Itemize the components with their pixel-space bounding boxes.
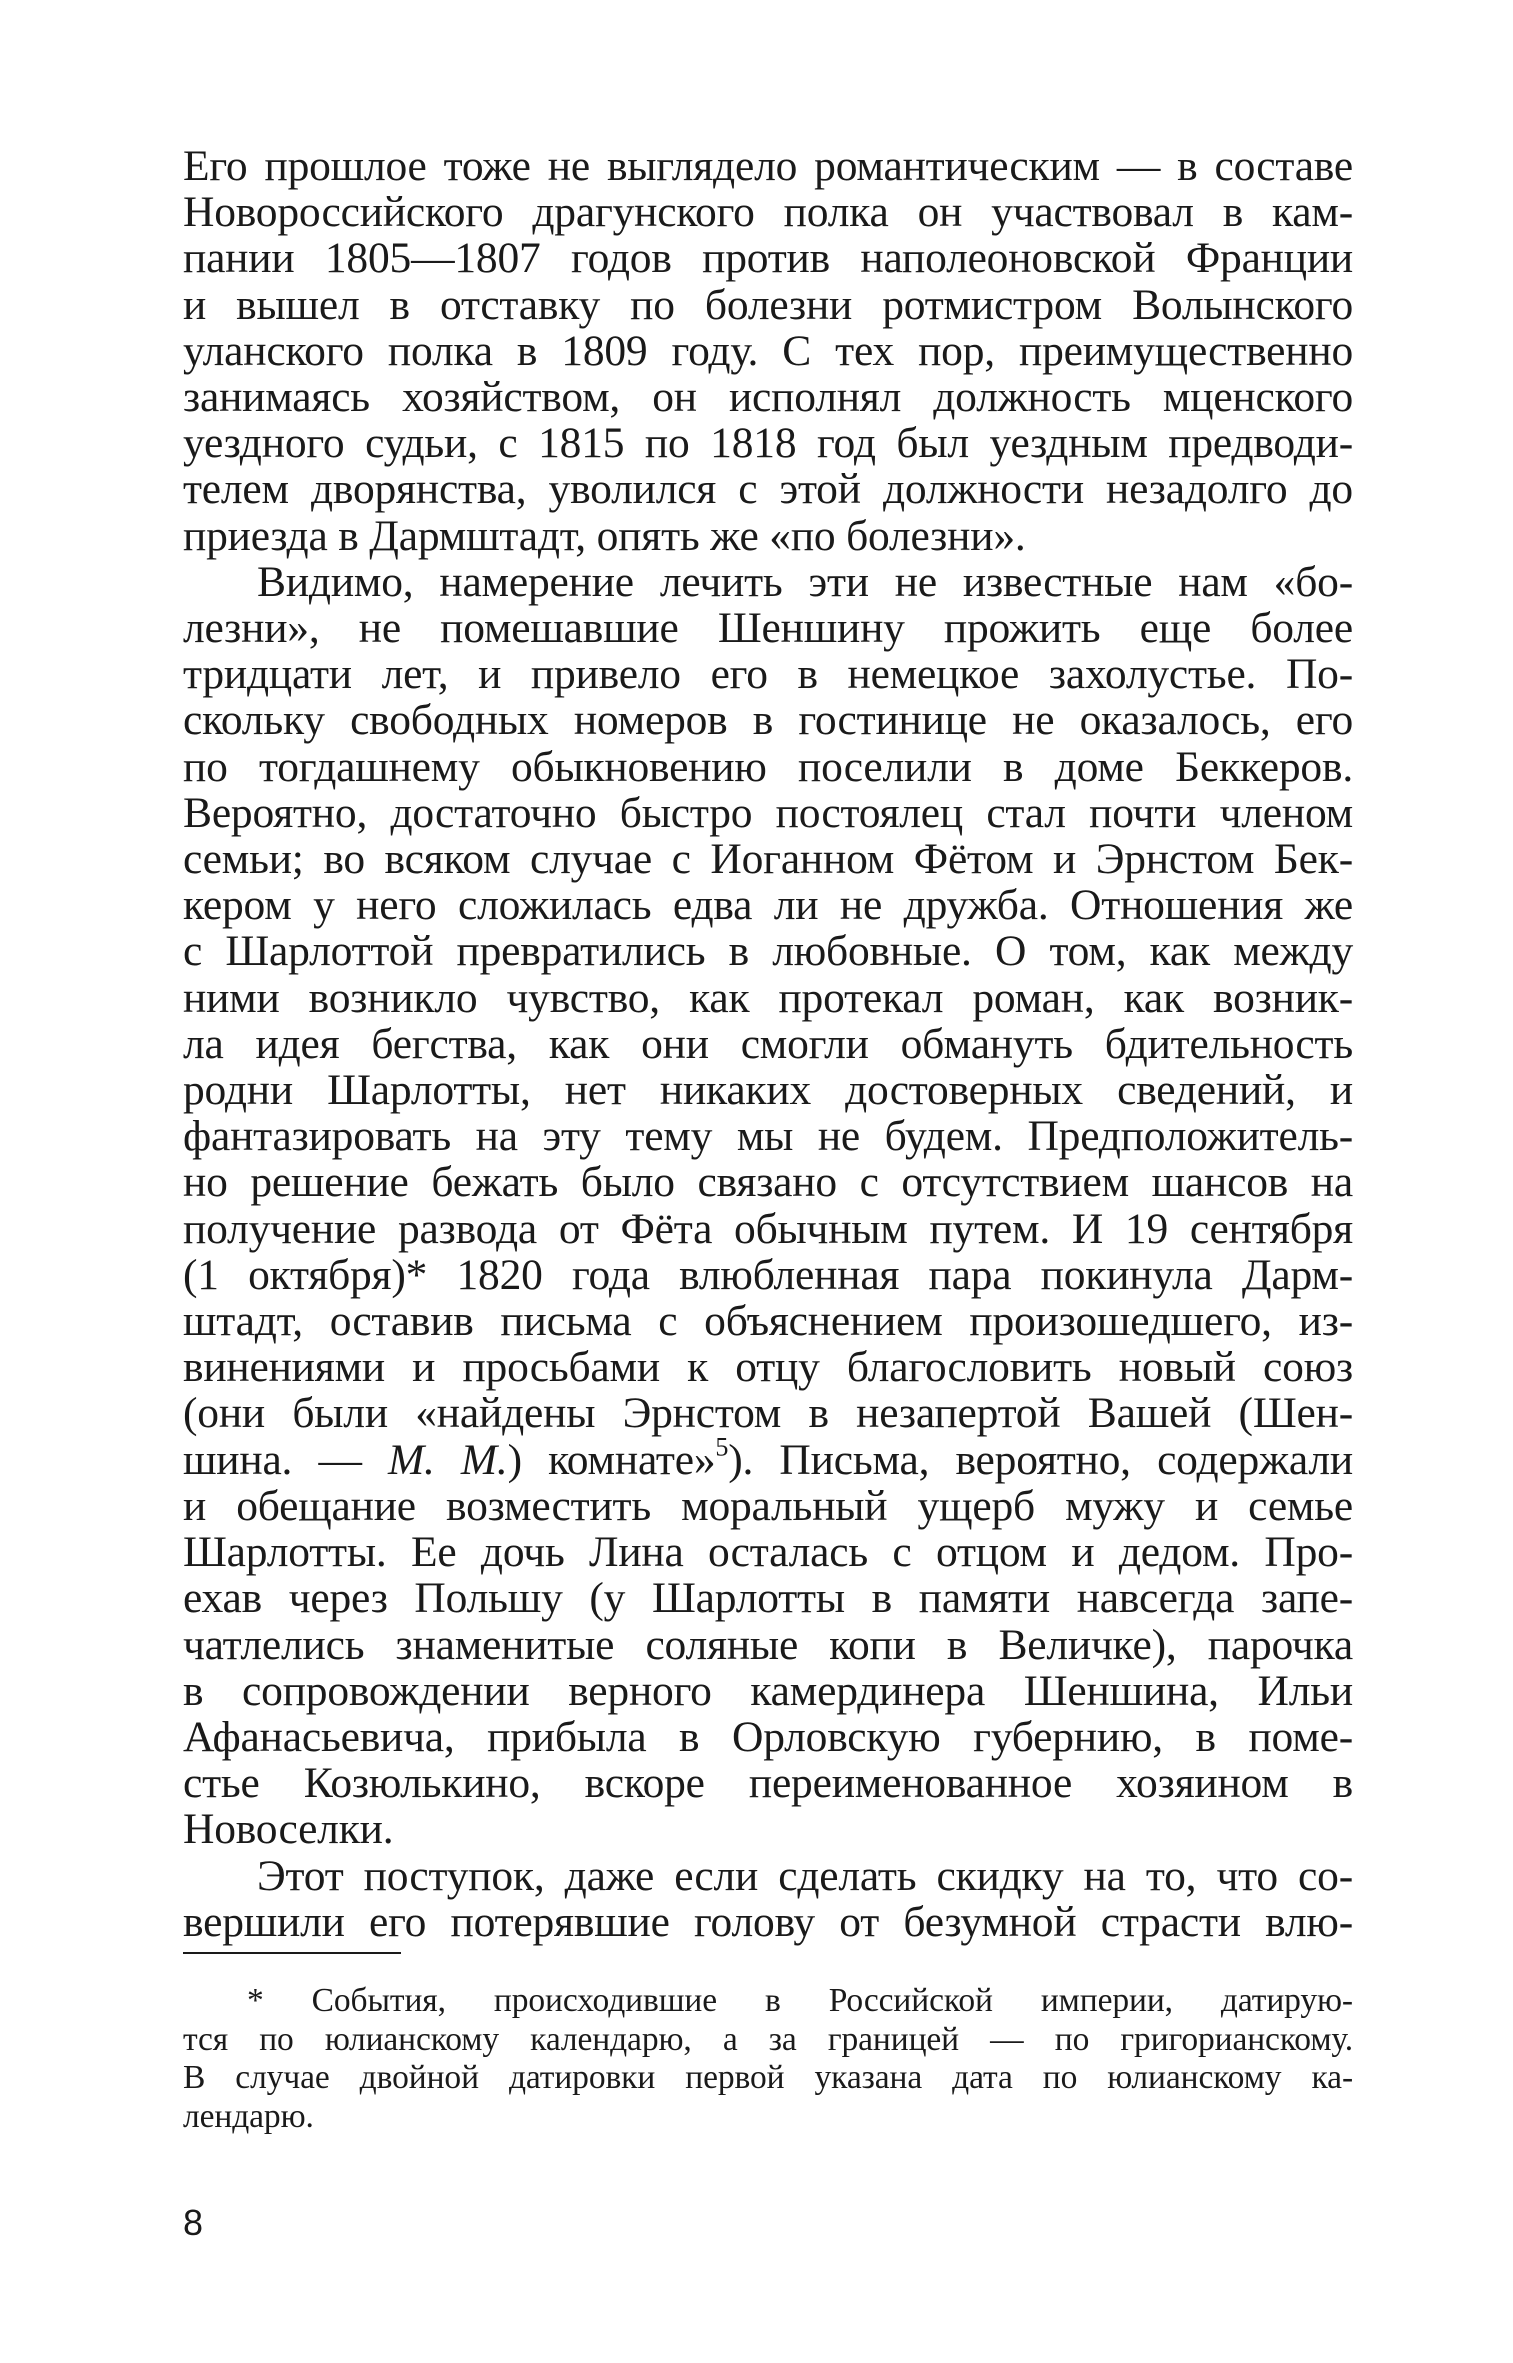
author-initials: М. М. (387, 1435, 508, 1484)
text-segment: ). Письма, вероятно, содержали (728, 1435, 1353, 1484)
text-line: кером у него сложилась едва ли не дружба. Отношения же (183, 881, 1353, 930)
text-line: с Шарлоттой превратились в любовные. О том, как между (183, 927, 1353, 976)
text-line: но решение бежать было связано с отсутствием шансов на (183, 1158, 1353, 1207)
footnote-line: В случае двойной датировки первой указана дата по юлианскому ка- (183, 2059, 1353, 2096)
footnote-line: * События, происходившие в Российской империи, датирую- (247, 1982, 1353, 2019)
text-line: винениями и просьбами к отцу благословить новый союз (183, 1343, 1353, 1392)
footnote-line: лендарю. (183, 2097, 314, 2135)
text-line: скольку свободных номеров в гостинице не оказалось, его (183, 696, 1353, 745)
main-text (183, 143, 1353, 1945)
footnote-line: тся по юлианскому календарю, а за границей — по григорианскому. (183, 2020, 1353, 2058)
endnote-marker: 5 (715, 1432, 729, 1462)
text-line: тридцати лет, и привело его в немецкое захолустье. По- (183, 650, 1353, 699)
text-line: Этот поступок, даже если сделать скидку на то, что со- (257, 1851, 1353, 1900)
text-line: Новоселки. (183, 1805, 394, 1854)
text-line: чатлелись знаменитые соляные копи в Величке), парочка (183, 1620, 1353, 1669)
paragraph-1 (183, 143, 1353, 559)
paragraph-2 (183, 559, 1353, 1853)
text-line: и вышел в отставку по болезни ротмистром Волынского (183, 280, 1353, 329)
footnote-divider (183, 1952, 401, 1954)
text-line: занимаясь хозяйством, он исполнял должность мценского (183, 373, 1353, 422)
paragraph-3 (183, 1853, 1353, 1945)
text-line: семьи; во всяком случае с Иоганном Фётом и Эрнстом Бек- (183, 835, 1353, 884)
text-line: ехав через Польшу (у Шарлотты в памяти навсегда запе- (183, 1574, 1353, 1623)
text-segment: ) комнате» (507, 1435, 716, 1484)
text-line: Вероятно, достаточно быстро постоялец стал почти членом (183, 788, 1353, 837)
text-line: фантазировать на эту тему мы не будем. Предположитель- (183, 1112, 1353, 1161)
text-segment: шина. — (183, 1435, 388, 1484)
text-line: лезни», не помешавшие Шеншину прожить еще более (183, 604, 1353, 653)
text-line: Афанасьевича, прибыла в Орловскую губернию, в поме- (183, 1712, 1353, 1761)
text-line: штадт, оставив письма с объяснением произошедшего, из- (183, 1297, 1353, 1346)
text-line: телем дворянства, уволился с этой должности незадолго до (183, 465, 1353, 514)
text-line: по тогдашнему обыкновению поселили в доме Беккеров. (183, 742, 1353, 791)
page-number: 8 (183, 2202, 204, 2243)
footnote (183, 1982, 1353, 2136)
text-line: родни Шарлотты, нет никаких достоверных сведений, и (183, 1066, 1353, 1115)
text-line: уланского полка в 1809 году. С тех пор, преимущественно (183, 326, 1353, 375)
text-line: ла идея бегства, как они смогли обмануть бдительность (183, 1019, 1353, 1068)
text-line: уездного судьи, с 1815 по 1818 год был уездным предводи- (183, 419, 1353, 468)
text-line: получение развода от Фёта обычным путем. И 19 сентября (183, 1204, 1353, 1253)
text-line: и обещание возместить моральный ущерб мужу и семье (183, 1481, 1353, 1530)
text-line: в сопровождении верного камердинера Шеншина, Ильи (183, 1666, 1353, 1715)
text-line: Видимо, намерение лечить эти не известные нам «бо- (257, 557, 1353, 606)
text-line: приезда в Дармштадт, опять же «по болезни». (183, 511, 1026, 560)
text-line: вершили его потерявшие голову от безумной страсти влю- (183, 1897, 1353, 1946)
text-line: Его прошлое тоже не выглядело романтическим — в составе (183, 142, 1353, 190)
text-line: стье Козюлькино, вскоре переименованное хозяином в (183, 1759, 1353, 1808)
text-line: ними возникло чувство, как протекал роман, как возник- (183, 973, 1353, 1022)
text-line-with-citation (183, 1432, 1353, 1484)
text-line: (1 октября)* 1820 года влюбленная пара покинула Дарм- (183, 1250, 1353, 1299)
text-line: пании 1805—1807 годов против наполеоновской Франции (183, 234, 1353, 283)
text-line: (они были «найдены Эрнстом в незапертой Вашей (Шен- (183, 1389, 1353, 1438)
text-line: Шарлотты. Ее дочь Лина осталась с отцом и дедом. Про- (183, 1528, 1353, 1577)
text-line: Новороссийского драгунского полка он участвовал в кам- (183, 188, 1353, 237)
